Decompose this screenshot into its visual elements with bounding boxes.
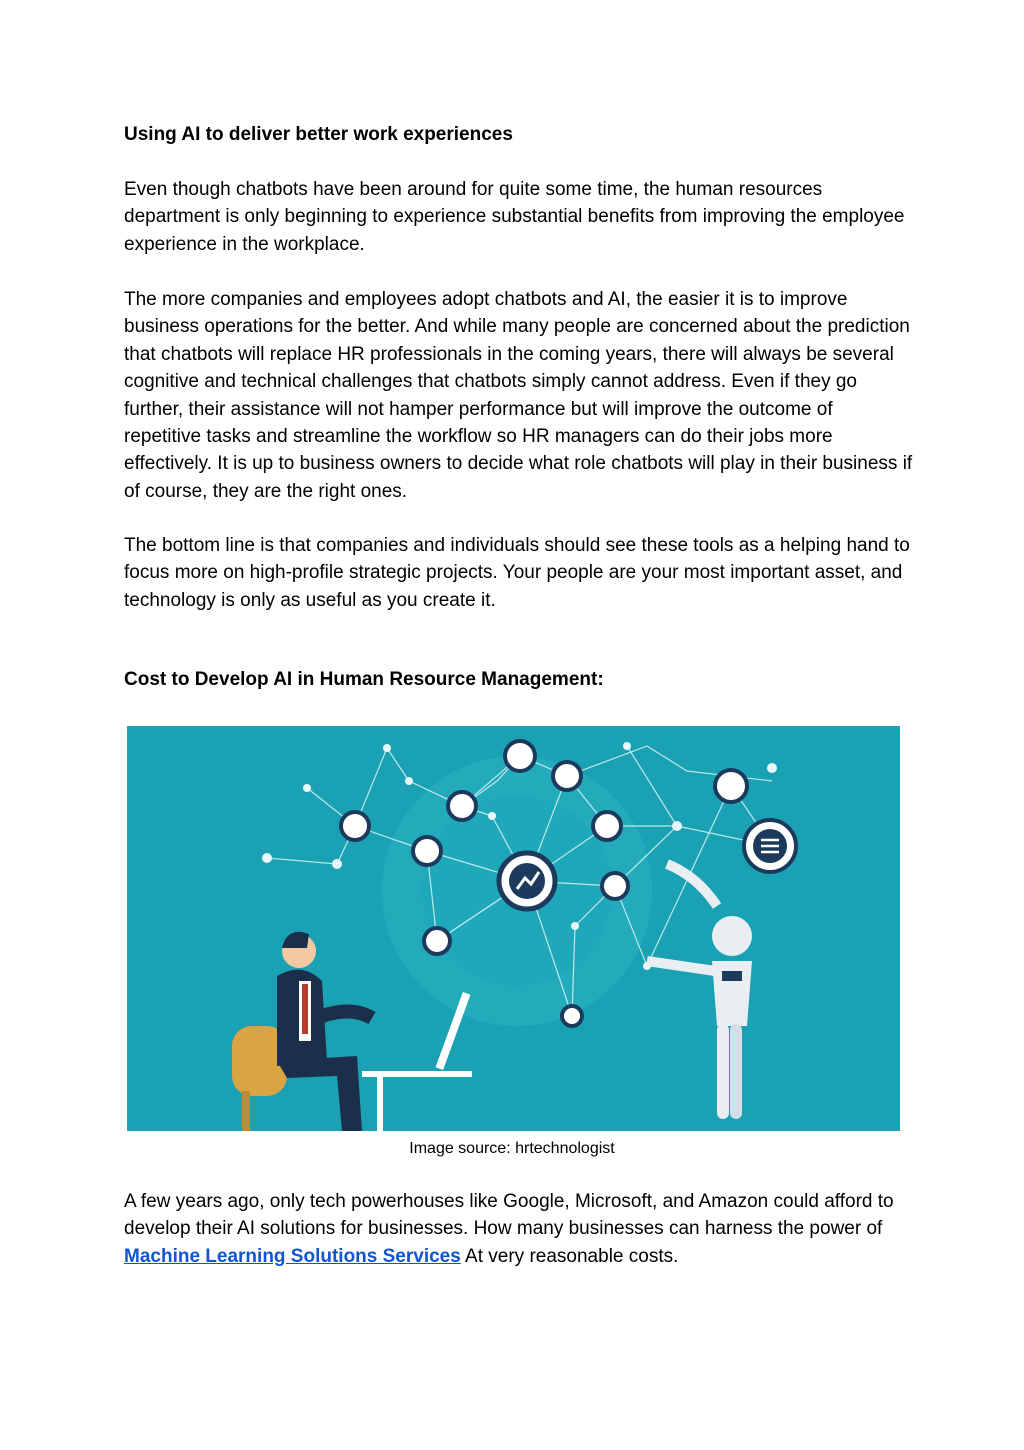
- paragraph-adoption: The more companies and employees adopt chatbots and AI, the easier it is to improve business operations for the better. And while many people are concerned about the prediction that chatbots will replace HR professionals in the coming years, there will always be several cognitive and technical challenges that chatbots simply cannot address. Even if they go further, their assistance will not hamper performance but will improve the outcome of repetitive tasks and streamline the workflow so HR managers can do their jobs more effectively. It is up to business owners to decide what role chatbots will play in their business if of course, they are the right ones.: [124, 289, 913, 502]
- machine-learning-solutions-link[interactable]: Machine Learning Solutions Services: [124, 1245, 461, 1267]
- network-illustration-svg: [127, 726, 900, 1131]
- section-heading-ai-work-experiences: Using AI to deliver better work experiences: [124, 124, 513, 145]
- paragraph-cost-text: A few years ago, only tech powerhouses like Google, Microsoft, and Amazon could afford to develop their AI solutions for businesses. How many businesses can harness the power of: [124, 1191, 894, 1240]
- ai-hr-illustration: [127, 726, 900, 1131]
- image-caption: Image source: hrtechnologist: [409, 1140, 615, 1157]
- paragraph-cost: [124, 1188, 914, 1270]
- section-heading-cost: Cost to Develop AI in Human Resource Management:: [124, 669, 604, 690]
- paragraph-cost-tail: At very reasonable costs.: [460, 1245, 679, 1267]
- paragraph-bottom-line: The bottom line is that companies and individuals should see these tools as a helping hand to focus more on high-profile strategic projects. Your people are your most important asset, and technology is only as useful as you create it.: [124, 535, 910, 611]
- paragraph-intro: Even though chatbots have been around for quite some time, the human resources department is only beginning to experience substantial benefits from improving the employee experience in the workplace.: [124, 179, 905, 255]
